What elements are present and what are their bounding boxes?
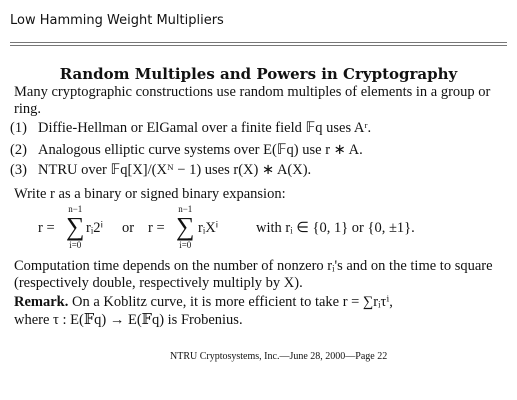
list-item-number: (2) (10, 142, 27, 158)
sum1-term: rᵢ2ⁱ (86, 220, 104, 236)
list-item (10, 142, 363, 159)
sigma-icon: ∑ (66, 212, 85, 241)
remark-line-2: where τ : E(𝔽q) → E(𝔽q) is Frobenius. (14, 312, 243, 328)
sum2-upper-limit: n−1 (178, 204, 193, 214)
header-rule-top (10, 42, 507, 43)
summation-1 (66, 204, 85, 250)
remark-label: Remark. (14, 294, 69, 310)
list-item-text: Analogous elliptic curve systems over E(𝔽q) use r ∗ A. (38, 142, 363, 158)
header-rule-bottom (10, 45, 507, 46)
computation-paragraph: Computation time depends on the number of nonzero rᵢ's and on the time to square (respectively double, respectively multiply by X). (14, 258, 493, 291)
sigma-icon: ∑ (176, 212, 195, 241)
list-item (10, 162, 311, 179)
sum1-upper-limit: n−1 (68, 204, 83, 214)
formula-r-equals-1: r = (38, 220, 55, 236)
list-item-text: Diffie-Hellman or ElGamal over a finite field 𝔽q uses Aʳ. (38, 120, 372, 136)
list-item (10, 120, 371, 137)
sum2-term: rᵢXⁱ (198, 220, 219, 236)
list-item-number: (1) (10, 120, 27, 136)
remark-line (14, 294, 504, 311)
list-item-text: NTRU over 𝔽q[X]/(Xᴺ − 1) uses r(X) ∗ A(X). (38, 162, 312, 178)
formula-or: or (122, 220, 135, 236)
intro-paragraph: Many cryptographic constructions use random multiples of elements in a group or ring. (14, 84, 491, 117)
remark-text: On a Koblitz curve, it is more efficient to take r = ∑rᵢτⁱ, (72, 294, 393, 310)
slide-header-title: Low Hamming Weight Multipliers (10, 13, 224, 28)
sum1-lower-limit: i=0 (69, 240, 82, 250)
list-item-number: (3) (10, 162, 27, 178)
write-line: Write r as a binary or signed binary expansion: (14, 186, 286, 202)
slide-title: Random Multiples and Powers in Cryptography (59, 65, 458, 83)
slide-footer: NTRU Cryptosystems, Inc.—June 28, 2000—Page 22 (170, 351, 388, 362)
summation-2 (176, 204, 195, 250)
formula-condition: with rᵢ ∈ {0, 1} or {0, ±1}. (256, 220, 415, 236)
formula-r-equals-2: r = (148, 220, 165, 236)
sum2-lower-limit: i=0 (179, 240, 192, 250)
expansion-formula (38, 204, 508, 254)
